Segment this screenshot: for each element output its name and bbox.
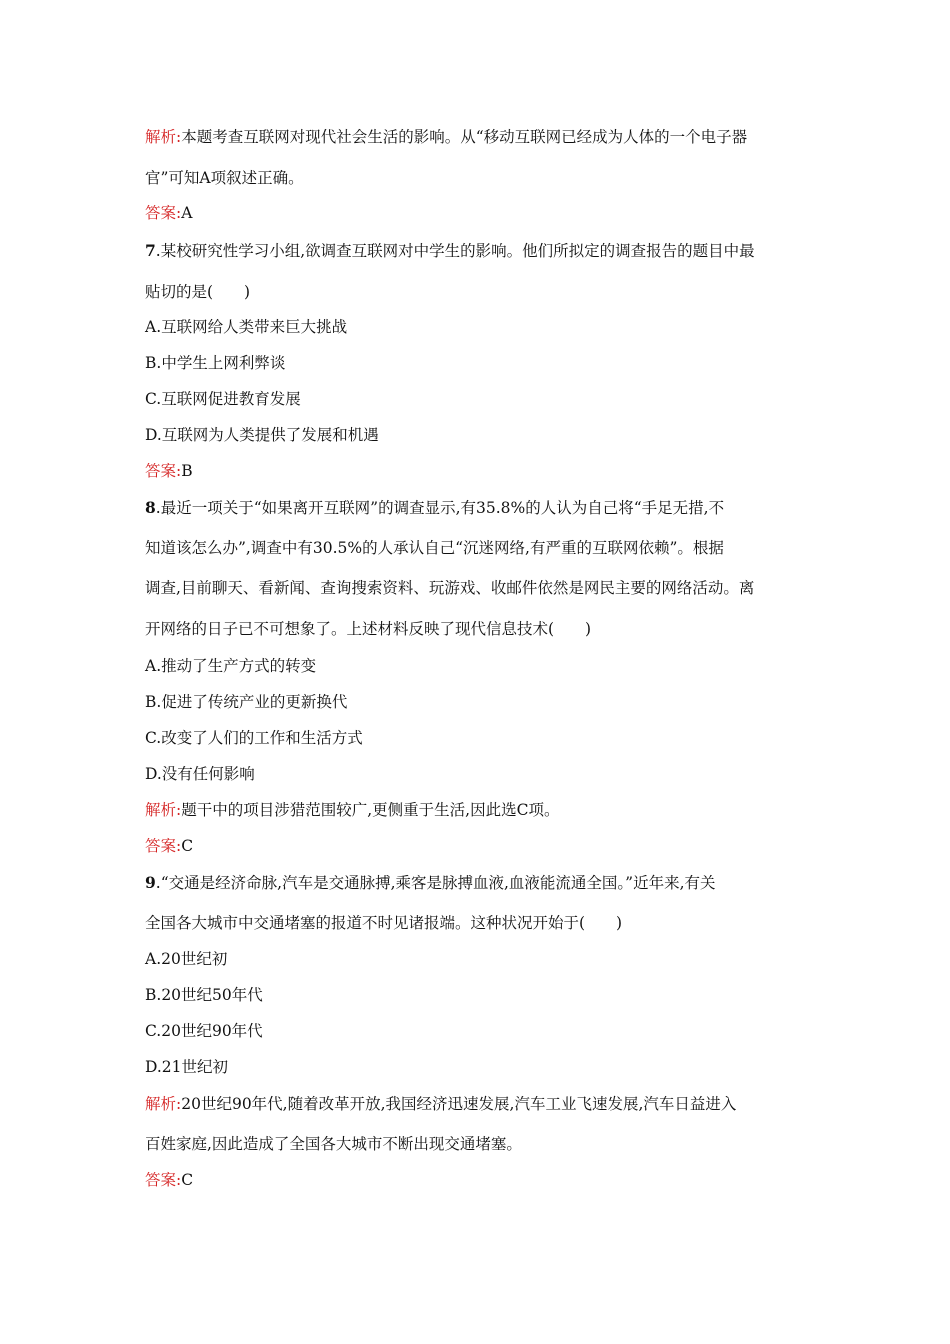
option-b: B.中学生上网利弊谈 [145,354,286,372]
question-9-line [145,873,716,893]
answer-line [145,836,193,856]
option-b: B.促进了传统产业的更新换代 [145,693,348,711]
question-text: .最近一项关于“如果离开互联网”的调查显示,有35.8%的人认为自己将“手足无措,不 [155,499,725,517]
option-d: D.没有任何影响 [145,765,255,783]
answer-label: 答案: [145,204,182,222]
analysis-line [145,800,559,820]
answer-label: 答案: [145,837,182,855]
answer-label: 答案: [145,1171,182,1189]
answer-line [145,203,192,223]
question-text: .某校研究性学习小组,欲调查互联网对中学生的影响。他们所拟定的调查报告的题目中最 [155,242,755,260]
option-a: A.推动了生产方式的转变 [145,657,317,675]
question-text: 调查,目前聊天、看新闻、查询搜索资料、玩游戏、收邮件依然是网民主要的网络活动。离 [145,579,755,597]
answer-value: A [181,204,193,222]
question-8-line [145,498,724,518]
answer-line [145,461,193,481]
question-text: 知道该怎么办”,调查中有30.5%的人承认自己“沉迷网络,有严重的互联网依赖”。根据 [145,539,724,557]
option-b: B.20世纪50年代 [145,986,263,1004]
question-text: 贴切的是( ) [145,283,251,301]
analysis-text: 官”可知A项叙述正确。 [145,169,304,187]
analysis-line [145,1094,736,1114]
question-number: 7 [145,241,156,260]
analysis-line [145,127,747,147]
option-a: A.互联网给人类带来巨大挑战 [145,318,348,336]
option-c: C.互联网促进教育发展 [145,390,301,408]
analysis-label: 解析: [145,128,182,146]
analysis-text: 20世纪90年代,随着改革开放,我国经济迅速发展,汽车工业飞速发展,汽车日益进入 [181,1095,737,1113]
option-c: C.20世纪90年代 [145,1022,263,1040]
answer-value: B [181,462,193,480]
answer-value: C [181,837,194,855]
analysis-label: 解析: [145,1095,182,1113]
question-text: 全国各大城市中交通堵塞的报道不时见诸报端。这种状况开始于( ) [145,914,623,932]
answer-label: 答案: [145,462,182,480]
analysis-text: 题干中的项目涉猎范围较广,更侧重于生活,因此选C项。 [181,801,560,819]
question-number: 8 [145,498,156,517]
answer-line [145,1170,193,1190]
analysis-text: 本题考查互联网对现代社会生活的影响。从“移动互联网已经成为人体的一个电子器 [181,128,748,146]
question-text: 开网络的日子已不可想象了。上述材料反映了现代信息技术( ) [145,620,592,638]
question-text: .“交通是经济命脉,汽车是交通脉搏,乘客是脉搏血液,血液能流通全国。”近年来,有关 [155,874,716,892]
answer-value: C [181,1171,194,1189]
option-d: D.互联网为人类提供了发展和机遇 [145,426,379,444]
question-number: 9 [145,873,156,892]
question-7-line [145,241,755,261]
option-d: D.21世纪初 [145,1058,229,1076]
analysis-text: 百姓家庭,因此造成了全国各大城市不断出现交通堵塞。 [145,1135,522,1153]
analysis-label: 解析: [145,801,182,819]
option-a: A.20世纪初 [145,950,228,968]
option-c: C.改变了人们的工作和生活方式 [145,729,363,747]
